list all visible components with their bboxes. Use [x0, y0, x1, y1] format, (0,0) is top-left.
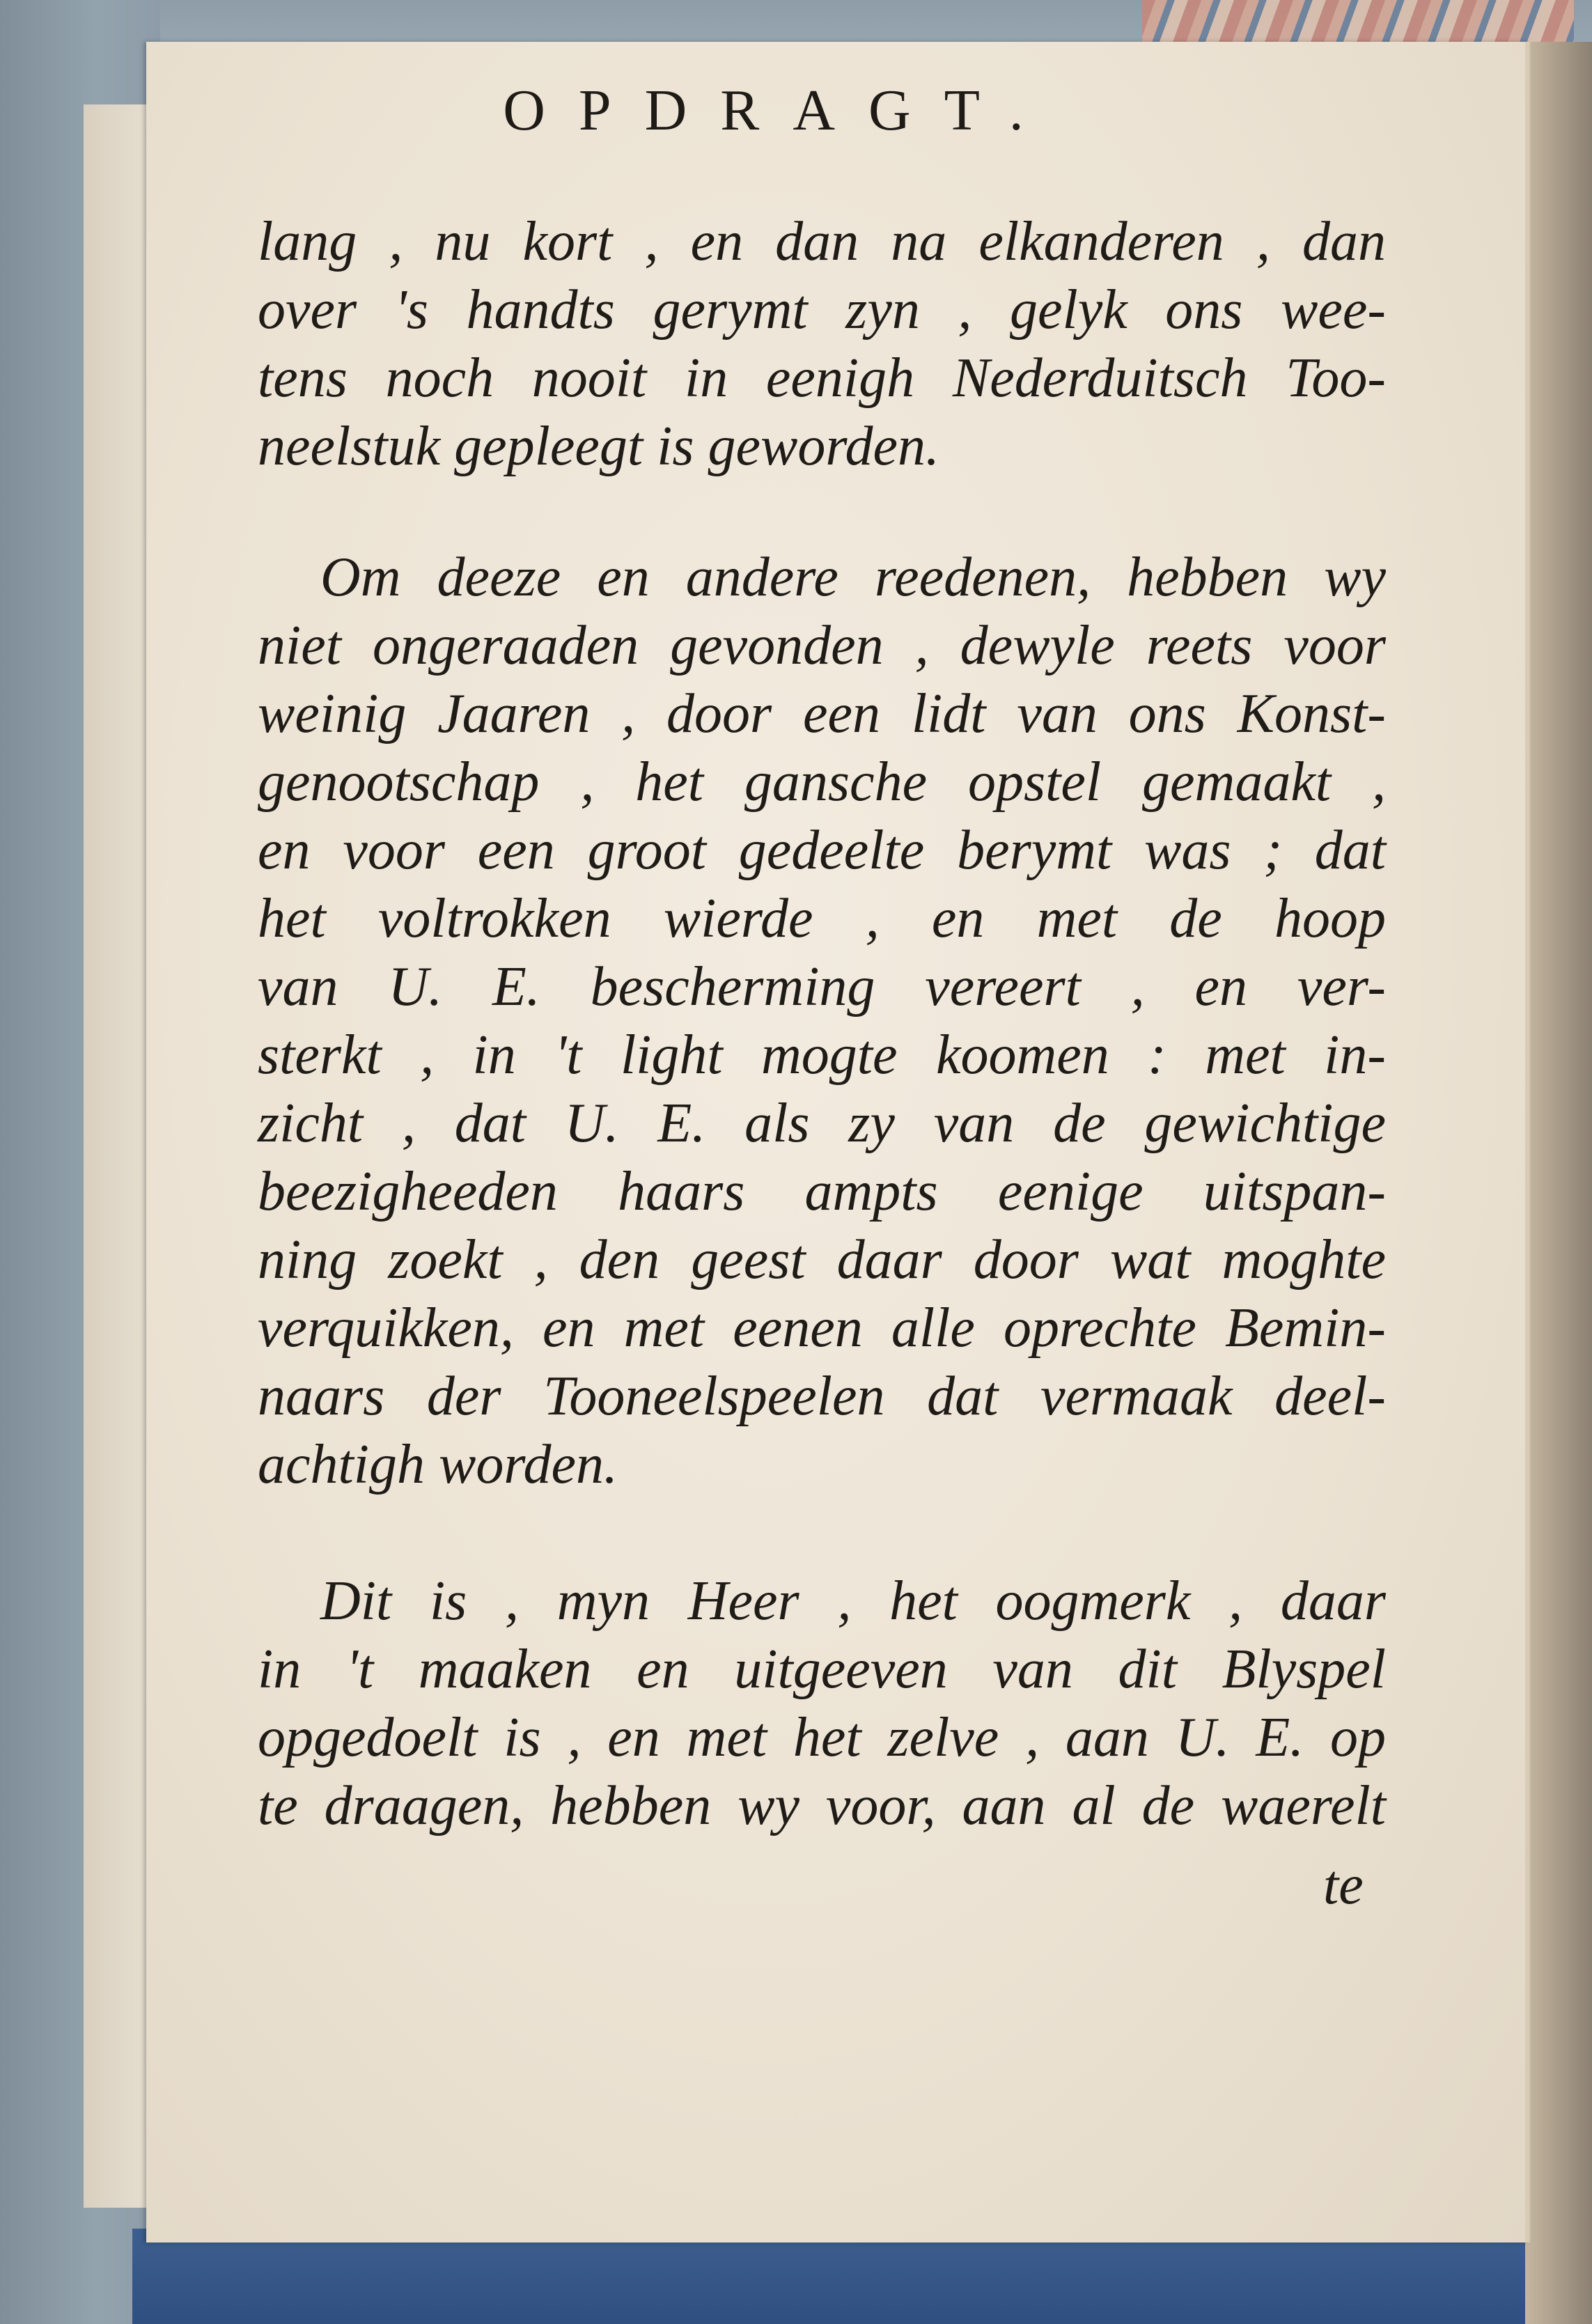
text-line: verquikken, en met eenen alle oprechte Bemin-	[258, 1297, 1386, 1359]
text-line: genootschap , het gansche opstel gemaakt ,	[258, 751, 1386, 813]
text-line: achtigh worden.	[258, 1434, 618, 1495]
text-line: sterkt , in 't light mogte koomen : met in-	[258, 1024, 1386, 1086]
text-line: niet ongeraaden gevonden , dewyle reets voor	[258, 615, 1386, 676]
page-title: OPDRAGT.	[503, 78, 1057, 143]
text-line: van U. E. bescherming vereert , en ver-	[258, 956, 1386, 1017]
text-line: weinig Jaaren , door een lidt van ons Konst-	[258, 683, 1386, 744]
catchword: te	[1323, 1855, 1364, 1916]
text-line: ning zoekt , den geest daar door wat moghte	[258, 1229, 1386, 1290]
text-line: en voor een groot gedeelte berymt was ; dat	[258, 820, 1386, 881]
text-line: in 't maaken en uitgeeven van dit Blyspel	[258, 1639, 1386, 1700]
blue-folder	[132, 2229, 1525, 2324]
text-line: lang , nu kort , en dan na elkanderen , dan	[258, 211, 1386, 272]
text-line: tens noch nooit in eenigh Nederduitsch Too-	[258, 348, 1386, 409]
paragraph-1	[258, 208, 1386, 481]
text-line: Om deeze en andere reedenen, hebben wy	[320, 547, 1386, 608]
text-line: opgedoelt is , en met het zelve , aan U. E. op	[258, 1707, 1386, 1768]
text-line: Dit is , myn Heer , het oogmerk , daar	[320, 1570, 1386, 1632]
text-line: neelstuk gepleegt is geworden.	[258, 416, 939, 477]
text-line: het voltrokken wierde , en met de hoop	[258, 888, 1386, 949]
text-line: over 's handts gerymt zyn , gelyk ons wee-	[258, 279, 1386, 341]
text-line: zicht , dat U. E. als zy van de gewichtige	[258, 1093, 1386, 1154]
paragraph-3	[258, 1567, 1386, 1840]
text-line: te draagen, hebben wy voor, aan al de waerelt	[258, 1775, 1386, 1836]
paragraph-2	[258, 543, 1386, 1499]
text-line: beezigheeden haars ampts eenige uitspan-	[258, 1161, 1386, 1222]
text-line: naars der Tooneelspeelen dat vermaak deel-	[258, 1366, 1386, 1427]
